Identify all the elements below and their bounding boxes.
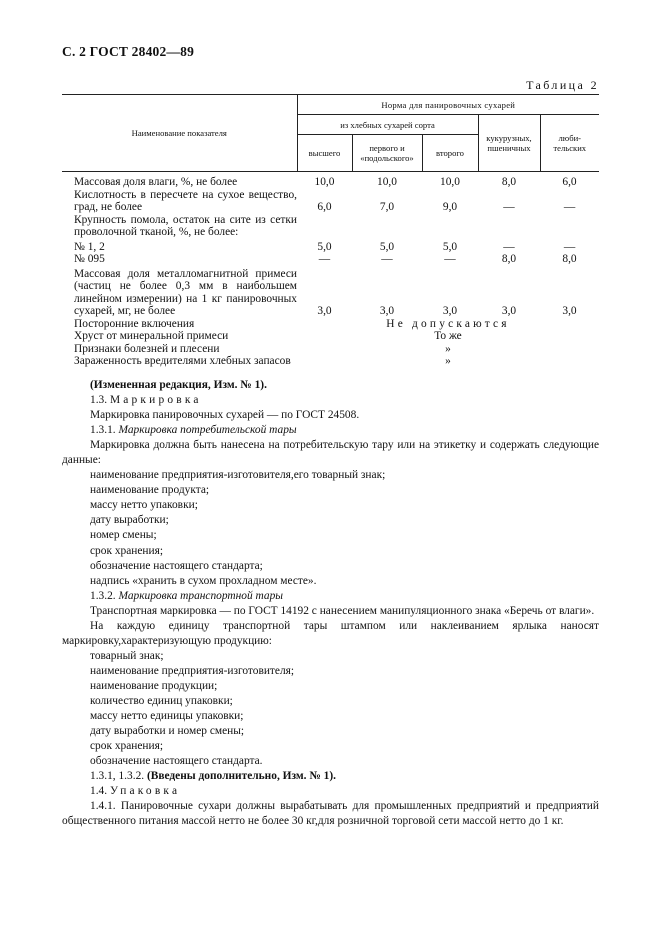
header-rusk-grade: из хлебных сухарей сорта: [297, 115, 478, 135]
paragraph: Транспортная маркировка — по ГОСТ 14192 с нанесением манипуляционного знака «Беречь от влаги».: [90, 604, 595, 617]
row-name: Зараженность вредителями хлебных запасов: [74, 355, 291, 367]
cell: 5,0: [379, 240, 395, 253]
section-title: Маркировка транспортной тары: [118, 589, 284, 602]
list-item: номер смены;: [90, 529, 157, 542]
row-name: Посторонние включения: [74, 317, 195, 330]
table-row: [62, 330, 599, 343]
table-row: [62, 343, 599, 356]
cell: 8,0: [501, 253, 517, 265]
cell: 8,0: [562, 253, 577, 265]
row-name: Хруст от минеральной примеси: [74, 330, 229, 342]
section-number: 1.3.2.: [90, 589, 116, 602]
list-item: дату выработки и номер смены;: [90, 725, 245, 738]
cell: 5,0: [317, 240, 332, 253]
cell: 3,0: [501, 305, 517, 317]
list-item: дату выработки;: [90, 514, 169, 527]
list-item: наименование предприятия-изготовителя;: [90, 664, 295, 677]
row-name: № 095: [74, 253, 105, 265]
table-row: [62, 318, 599, 331]
cell: [478, 214, 540, 239]
cell: 7,0: [379, 201, 395, 213]
cell: 10,0: [377, 176, 397, 188]
cell: [540, 214, 599, 239]
section-title: Маркировка потребительской тары: [118, 424, 297, 437]
row-name: № 1, 2: [74, 240, 105, 253]
header-amateur: люби- тельских: [540, 115, 599, 172]
cell: 10,0: [314, 176, 335, 188]
list-item: массу нетто единицы упаковки;: [90, 710, 244, 723]
row-name: Массовая доля металломагнитной примеси (частиц не более 0,3 мм в наибольшем линейном измерении) на 1 кг панировочных сухарей, мг, не более: [74, 267, 297, 317]
table-row: [62, 189, 599, 214]
table-row: [62, 266, 599, 318]
table-row: [62, 253, 599, 266]
paragraph: Маркировка должна быть нанесена на потребительскую тару или на этикетку и содержать следующие данные:: [62, 439, 599, 467]
cell: 3,0: [379, 305, 395, 317]
cell: 6,0: [562, 176, 577, 188]
cell: 3,0: [442, 305, 458, 317]
cell: 8,0: [501, 176, 517, 188]
list-item: товарный знак;: [90, 649, 164, 662]
row-name: Признаки болезней и плесени: [74, 342, 220, 355]
row-name: Массовая доля влаги, %, не более: [74, 176, 238, 188]
cell: —: [563, 240, 576, 253]
section-number: 1.4.: [90, 785, 108, 798]
amendment-note: [62, 769, 599, 784]
paragraph: 1.4.1. Панировочные сухари должны вырабатывать для промышленных предприятий и предприятий общественного питания массой нетто не более 30 кг,для розничной торговой сети массой нетто до 1 кг.: [62, 800, 599, 828]
cell: —: [503, 201, 515, 213]
list-item: надпись «хранить в сухом прохладном месте».: [90, 574, 317, 587]
header-corn-wheat: кукурузных, пшеничных: [478, 115, 540, 172]
cell: —: [381, 253, 393, 265]
list-item: обозначение настоящего стандарта.: [90, 755, 263, 768]
table-row: [62, 214, 599, 239]
cell-merged: »: [445, 342, 451, 355]
document-body: [62, 378, 599, 829]
section-number: 1.3.1, 1.3.2.: [90, 770, 145, 783]
cell: —: [503, 240, 515, 253]
cell: [352, 214, 422, 239]
amendment-text: (Введены дополнительно, Изм. № 1).: [146, 770, 336, 783]
section-1-3-heading: [62, 393, 599, 408]
list-item: количество единиц упаковки;: [90, 694, 233, 707]
cell: —: [563, 201, 576, 213]
cell: —: [318, 253, 331, 265]
header-grade-top: высшего: [297, 135, 352, 172]
section-title: Упаковка: [109, 785, 181, 798]
header-grade-second: второго: [422, 135, 478, 172]
table-row: [62, 172, 599, 189]
norms-table: [62, 94, 599, 368]
list-item: массу нетто упаковки;: [90, 499, 198, 512]
list-item: наименование продукции;: [90, 679, 218, 692]
cell: 5,0: [442, 240, 458, 253]
section-title: Маркировка: [109, 394, 202, 407]
cell: —: [444, 253, 456, 265]
list-item: срок хранения;: [90, 740, 164, 753]
amendment-note: (Измененная редакция, Изм. № 1).: [90, 379, 267, 391]
table-row: [62, 355, 599, 368]
cell: 3,0: [317, 305, 332, 317]
cell: 10,0: [440, 176, 460, 188]
header-norm: Норма для панировочных сухарей: [297, 95, 599, 115]
section-number: 1.3.: [90, 394, 108, 407]
row-name: Крупность помола, остаток на сите из сетки проволочной тканой, %, не более:: [74, 213, 297, 238]
header-grade-first: первого и «подольского»: [352, 135, 422, 172]
list-item: наименование предприятия-изготовителя,его товарный знак;: [90, 469, 386, 482]
list-item: обозначение настоящего стандарта;: [90, 559, 263, 572]
cell-merged: »: [445, 355, 451, 367]
table-row: [62, 239, 599, 254]
list-item: наименование продукта;: [90, 484, 210, 497]
section-1-4-heading: [62, 784, 599, 799]
list-item: срок хранения;: [90, 544, 164, 557]
table-caption: Таблица 2: [526, 78, 599, 92]
paragraph: На каждую единицу транспортной тары штампом или наклеиванием ярлыка наносят маркировку,характеризующую продукцию:: [62, 619, 599, 647]
section-1-3-1-heading: [62, 423, 599, 438]
cell: 3,0: [562, 305, 577, 317]
cell-merged: Не допускаются: [386, 317, 510, 330]
paragraph: Маркировка панировочных сухарей — по ГОСТ 24508.: [90, 409, 360, 422]
cell: [422, 214, 478, 239]
cell-merged: То же: [434, 330, 462, 342]
page-header: С. 2 ГОСТ 28402—89: [62, 44, 195, 59]
row-name: Кислотность в пересчете на сухое вещество, град, не более: [74, 188, 297, 213]
cell: 9,0: [442, 201, 458, 213]
section-1-3-2-heading: [62, 589, 599, 604]
cell: [297, 214, 352, 239]
header-indicator-name: Наименование показателя: [62, 95, 297, 172]
section-number: 1.3.1.: [90, 424, 116, 437]
cell: 6,0: [317, 201, 332, 213]
